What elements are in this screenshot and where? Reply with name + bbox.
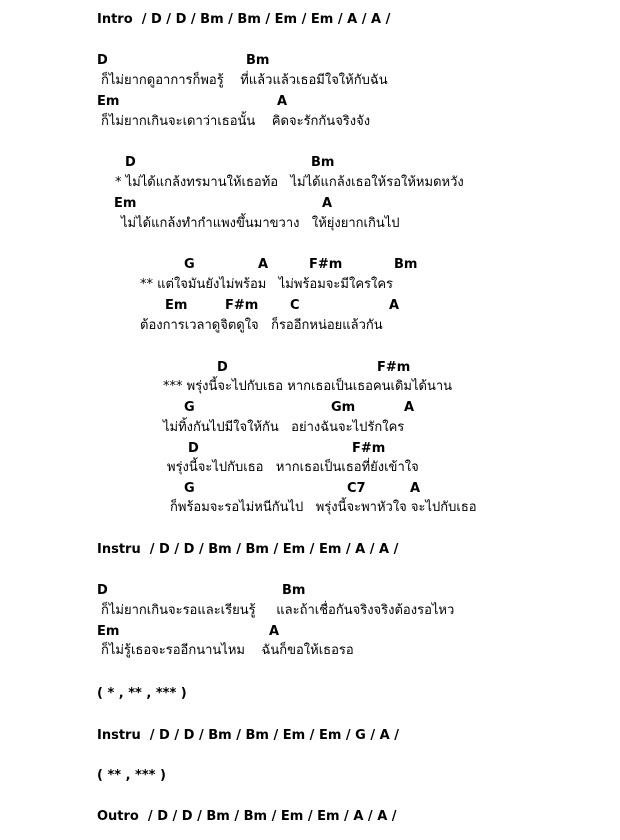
chord-pre2-c: C — [290, 298, 300, 313]
intro-progression: Intro / D / D / Bm / Bm / Em / Em / A / A / — [97, 12, 391, 27]
outro-progression: Outro / D / D / Bm / Bm / Em / Em / A / A / — [97, 809, 397, 824]
chord-pre2-fsm: F#m — [309, 257, 343, 272]
chord-chorus-g2: G — [184, 481, 195, 496]
chord-pre2-fsm2: F#m — [225, 298, 259, 313]
chord-chorus-fsm2: F#m — [352, 441, 386, 456]
chord-pre2-em: Em — [165, 298, 188, 313]
lyric-pre1-line2: ไม่ได้แกล้งทำกำแพงขึ้นมาขวาง ให้ยุ่งยากเกินไป — [121, 216, 400, 231]
chord-chorus-a2: A — [410, 481, 421, 496]
instru1-progression: Instru / D / D / Bm / Bm / Em / Em / A / A / — [97, 542, 399, 557]
chord-pre2-a2: A — [389, 298, 400, 313]
chord-pre2-bm: Bm — [394, 257, 418, 272]
chord-pre2-g: G — [184, 257, 195, 272]
chord-pre2-a: A — [258, 257, 269, 272]
chord-verse1-em: Em — [97, 94, 120, 109]
lyric-chorus-line3: พรุ่งนี้จะไปกับเธอ หากเธอเป็นเธอที่ยังเข้าใจ — [167, 460, 419, 475]
chord-verse1-bm: Bm — [246, 53, 270, 68]
chord-verse2-bm: Bm — [282, 583, 306, 598]
chord-chorus-g: G — [184, 400, 195, 415]
chord-pre1-bm: Bm — [311, 155, 335, 170]
lyric-pre1-line1: * ไม่ได้แกล้งทรมานให้เธอท้อ ไม่ได้แกล้งเธอให้รอให้หมดหวัง — [115, 175, 464, 190]
repeat-marker-1: ( * , ** , *** ) — [97, 686, 187, 701]
chord-chorus-gm: Gm — [331, 400, 356, 415]
lyric-chorus-line2: ไม่ทิ้งกันไปมีใจให้กัน อย่างฉันจะไปรักใคร — [163, 420, 405, 435]
lyric-pre2-line2: ต้องการเวลาดูจิตดูใจ ก็รออีกหน่อยแล้วกัน — [140, 318, 383, 333]
lyric-verse2-line1: ก็ไม่ยากเกินจะรอและเรียนรู้ และถ้าเชื่อกันจริงจริงต้องรอไหว — [101, 603, 455, 618]
lyric-chorus-line1: *** พรุ่งนี้จะไปกับเธอ หากเธอเป็นเธอคนเดิมได้นาน — [163, 379, 453, 394]
chord-pre1-em: Em — [114, 196, 137, 211]
chord-chorus-a: A — [404, 400, 415, 415]
chord-pre1-a: A — [322, 196, 333, 211]
chord-pre1-d: D — [125, 155, 136, 170]
instru2-progression: Instru / D / D / Bm / Bm / Em / Em / G / A / — [97, 728, 399, 743]
chord-chorus-d: D — [217, 360, 228, 375]
chord-chorus-d2: D — [188, 441, 199, 456]
lyric-verse1-line1: ก็ไม่ยากดูอาการก็พอรู้ ที่แล้วแล้วเธอมีใจให้กับฉัน — [101, 73, 388, 88]
lyric-verse1-line2: ก็ไม่ยากเกินจะเดาว่าเธอนั้น คิดจะรักกันจริงจัง — [101, 114, 371, 129]
chord-verse1-a: A — [277, 94, 288, 109]
lyric-pre2-line1: ** แต่ใจมันยังไม่พร้อม ไม่พร้อมจะมีใครใคร — [140, 277, 394, 292]
chord-verse2-a: A — [269, 624, 280, 639]
lyric-verse2-line2: ก็ไม่รู้เธอจะรออีกนานไหม ฉันก็ขอให้เธอรอ — [101, 643, 354, 658]
repeat-marker-2: ( ** , *** ) — [97, 768, 166, 783]
chord-verse2-em: Em — [97, 624, 120, 639]
lyric-chorus-line4: ก็พร้อมจะรอไม่หนีกันไป พรุ่งนี้จะพาหัวใจ จะไปกับเธอ — [170, 500, 477, 515]
chord-chorus-c7: C7 — [347, 481, 366, 496]
chord-verse1-d: D — [97, 53, 108, 68]
chord-verse2-d: D — [97, 583, 108, 598]
chord-chorus-fsm: F#m — [377, 360, 411, 375]
